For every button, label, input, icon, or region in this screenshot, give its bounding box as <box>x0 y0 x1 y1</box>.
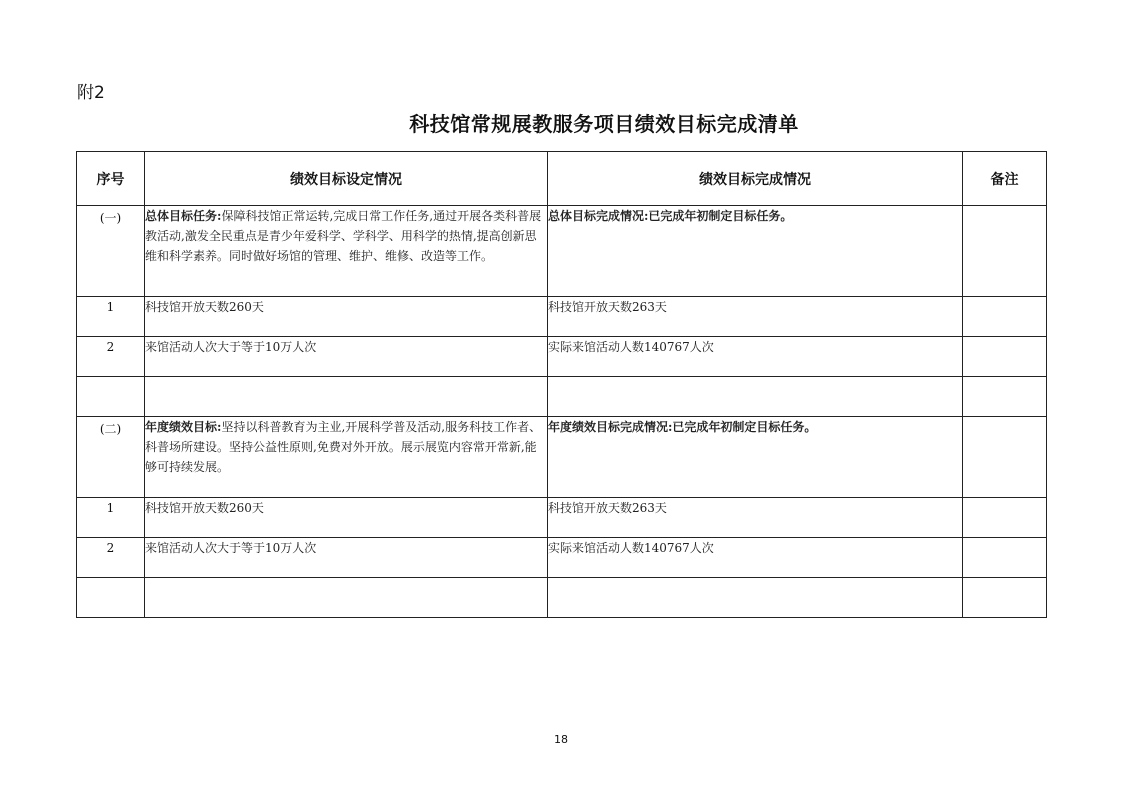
empty-cell <box>963 578 1047 618</box>
section1-target-text: 保障科技馆正常运转,完成日常工作任务,通过开展各类科普展教活动,激发全民重点是青少年爱科学、学科学、用科学的热情,提高创新思维和科学素养。同时做好场馆的管理、维护、维修、改造等工作。 <box>145 209 542 263</box>
table-row-empty <box>77 377 1047 417</box>
empty-cell <box>77 377 145 417</box>
row-result: 实际来馆活动人数140767人次 <box>548 538 963 578</box>
row-note <box>963 297 1047 337</box>
section2-target-text: 坚持以科普教育为主业,开展科学普及活动,服务科技工作者、科普场所建设。坚持公益性原则,免费对外开放。展示展览内容常开常新,能够可持续发展。 <box>145 420 542 474</box>
table-row <box>77 337 1047 377</box>
row-target: 科技馆开放天数260天 <box>145 498 548 538</box>
empty-cell <box>145 377 548 417</box>
row-seq: 1 <box>77 297 145 337</box>
header-seq: 序号 <box>77 152 145 206</box>
row-note <box>963 498 1047 538</box>
section1-target-lead: 总体目标任务: <box>145 209 222 223</box>
table-row <box>77 498 1047 538</box>
row-note <box>963 538 1047 578</box>
header-note: 备注 <box>963 152 1047 206</box>
empty-cell <box>77 578 145 618</box>
empty-cell <box>963 377 1047 417</box>
row-result: 科技馆开放天数263天 <box>548 297 963 337</box>
table-row <box>77 538 1047 578</box>
section2-seq: (二) <box>77 417 145 498</box>
row-result: 科技馆开放天数263天 <box>548 498 963 538</box>
section1-note <box>963 206 1047 297</box>
section1-seq: (一) <box>77 206 145 297</box>
table-header-row <box>77 152 1047 206</box>
table-row-empty <box>77 578 1047 618</box>
row-target: 来馆活动人次大于等于10万人次 <box>145 538 548 578</box>
section2-target-lead: 年度绩效目标: <box>145 420 222 434</box>
page-number: 18 <box>554 733 568 746</box>
section2-note <box>963 417 1047 498</box>
row-seq: 1 <box>77 498 145 538</box>
empty-cell <box>548 578 963 618</box>
table-row <box>77 206 1047 297</box>
empty-cell <box>548 377 963 417</box>
section1-target <box>145 206 548 297</box>
row-seq: 2 <box>77 337 145 377</box>
table-row <box>77 417 1047 498</box>
row-result: 实际来馆活动人数140767人次 <box>548 337 963 377</box>
row-seq: 2 <box>77 538 145 578</box>
empty-cell <box>145 578 548 618</box>
row-note <box>963 337 1047 377</box>
header-target: 绩效目标设定情况 <box>145 152 548 206</box>
row-target: 来馆活动人次大于等于10万人次 <box>145 337 548 377</box>
performance-table <box>76 151 1047 618</box>
table-row <box>77 297 1047 337</box>
section2-target <box>145 417 548 498</box>
section1-result: 总体目标完成情况:已完成年初制定目标任务。 <box>548 206 963 297</box>
annex-label: 附2 <box>77 83 105 103</box>
section2-result: 年度绩效目标完成情况:已完成年初制定目标任务。 <box>548 417 963 498</box>
row-target: 科技馆开放天数260天 <box>145 297 548 337</box>
header-result: 绩效目标完成情况 <box>548 152 963 206</box>
document-title: 科技馆常规展教服务项目绩效目标完成清单 <box>409 112 799 136</box>
